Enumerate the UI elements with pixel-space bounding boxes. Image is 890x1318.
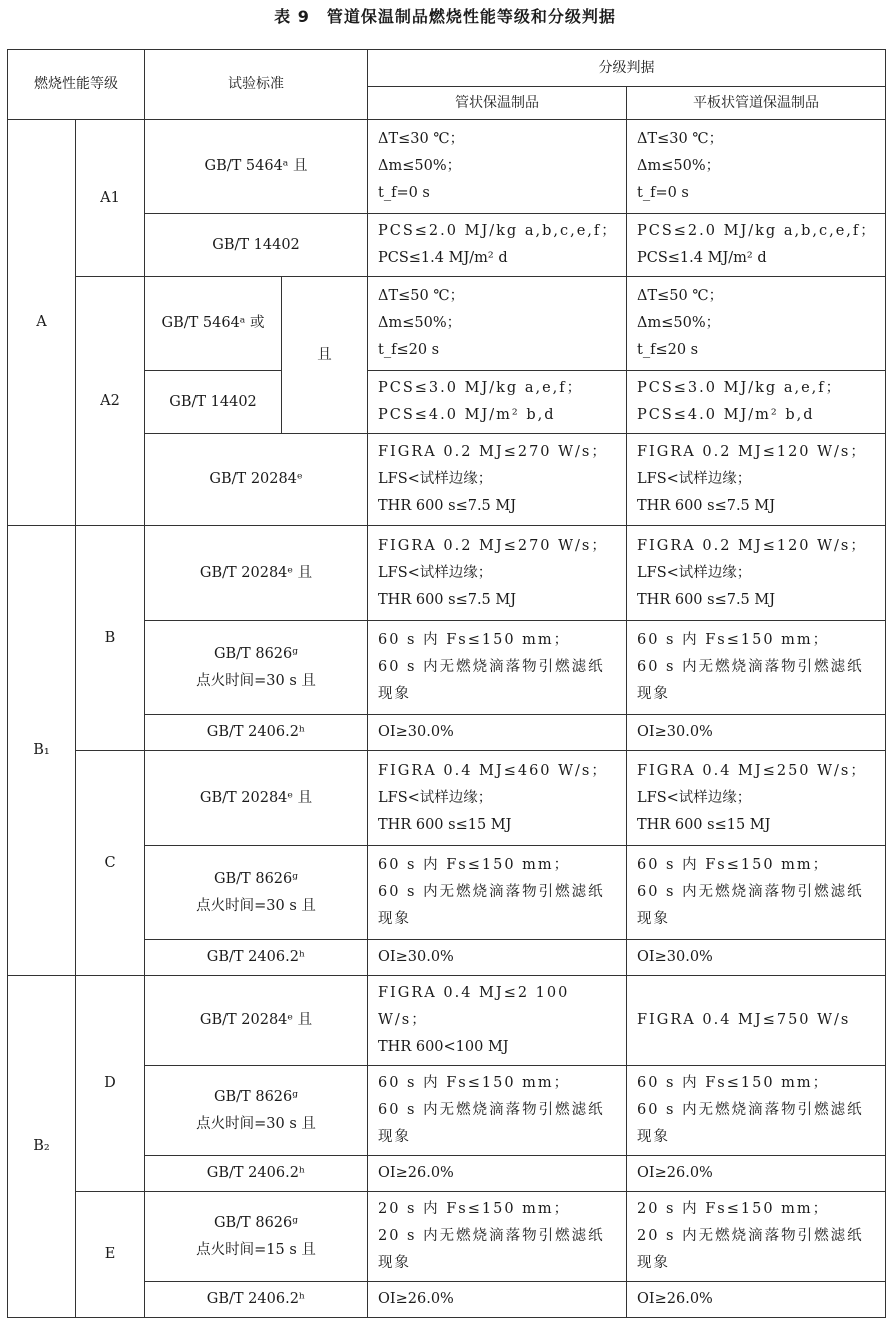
- criterion-line: 60 s 内 Fs≤150 mm；: [378, 857, 571, 873]
- criterion-line: OI≥30.0%: [378, 949, 454, 965]
- criterion-line: Δm≤50%；: [378, 315, 462, 331]
- criterion-line: PCS≤4.0 MJ/m² b,d: [378, 407, 556, 423]
- standard-line: GB/T 2406.2ʰ: [206, 724, 306, 740]
- std-cell: [145, 120, 368, 214]
- flat-criteria: [627, 1192, 886, 1282]
- criterion-line: 60 s 内无燃烧滴落物引燃滤纸现象: [378, 659, 605, 702]
- standard-line: GB/T 2406.2ʰ: [206, 1165, 306, 1181]
- standard-line: GB/T 8626ᵍ: [213, 645, 299, 662]
- std-cell: [145, 976, 368, 1066]
- criterion-line: t_f=0 s: [378, 185, 430, 201]
- standard-line: GB/T 8626ᵍ: [213, 1088, 299, 1105]
- standard-line: GB/T 2406.2ʰ: [206, 1291, 306, 1307]
- criterion-line: THR 600 s≤15 MJ: [378, 816, 512, 833]
- flat-criteria: [627, 715, 886, 751]
- criterion-line: OI≥30.0%: [637, 724, 713, 740]
- criterion-line: PCS≤2.0 MJ/kg a,b,c,e,f；: [378, 223, 618, 239]
- std-cell: [145, 846, 368, 940]
- criterion-line: THR 600<100 MJ: [378, 1039, 509, 1055]
- pipe-criteria: [368, 526, 627, 621]
- header-criteria: 分级判据: [368, 50, 886, 87]
- pipe-criteria: [368, 214, 627, 277]
- flat-criteria: [627, 1282, 886, 1318]
- pipe-criteria: [368, 621, 627, 715]
- criterion-line: t_f≤20 s: [378, 342, 440, 358]
- criterion-line: Δm≤50%；: [637, 158, 721, 174]
- criterion-line: OI≥26.0%: [637, 1291, 713, 1307]
- pipe-criteria: [368, 940, 627, 976]
- pipe-criteria: [368, 846, 627, 940]
- criterion-line: ΔT≤50 ℃；: [637, 288, 724, 304]
- pipe-criteria: [368, 371, 627, 434]
- std-cell: [145, 1192, 368, 1282]
- grade-d: D: [76, 976, 145, 1192]
- std-cell: [145, 751, 368, 846]
- grade-a2: A2: [76, 277, 145, 526]
- pipe-criteria: [368, 1192, 627, 1282]
- criterion-line: 60 s 内无燃烧滴落物引燃滤纸现象: [637, 659, 864, 702]
- criterion-line: Δm≤50%；: [637, 315, 721, 331]
- header-flat: 平板状管道保温制品: [627, 87, 886, 120]
- standard-line: 点火时间=15 s 且: [196, 1241, 316, 1258]
- criterion-line: PCS≤4.0 MJ/m² b,d: [637, 407, 815, 423]
- criterion-line: 60 s 内 Fs≤150 mm；: [637, 1075, 830, 1091]
- std-cell: [145, 371, 282, 434]
- flat-criteria: [627, 526, 886, 621]
- pipe-criteria: [368, 1156, 627, 1192]
- criterion-line: 60 s 内 Fs≤150 mm；: [637, 632, 830, 648]
- criterion-line: 60 s 内 Fs≤150 mm；: [378, 1075, 571, 1091]
- criterion-line: FIGRA 0.4 MJ≤250 W/s；: [637, 762, 867, 779]
- and-label: 且: [282, 277, 368, 434]
- criterion-line: THR 600 s≤7.5 MJ: [378, 498, 517, 514]
- grade-c: C: [76, 751, 145, 976]
- criterion-line: THR 600 s≤7.5 MJ: [637, 498, 776, 514]
- criterion-line: OI≥30.0%: [378, 724, 454, 740]
- criterion-line: FIGRA 0.4 MJ≤460 W/s；: [378, 762, 608, 779]
- criterion-line: t_f=0 s: [637, 185, 689, 201]
- criterion-line: 60 s 内无燃烧滴落物引燃滤纸现象: [378, 1102, 605, 1145]
- standard-line: GB/T 20284ᵉ: [209, 471, 303, 487]
- std-cell: [145, 434, 368, 526]
- criterion-line: 20 s 内 Fs≤150 mm；: [378, 1201, 571, 1217]
- criterion-line: OI≥30.0%: [637, 949, 713, 965]
- std-cell: [145, 214, 368, 277]
- criterion-line: 60 s 内 Fs≤150 mm；: [378, 632, 571, 648]
- standard-line: 点火时间=30 s 且: [196, 1115, 316, 1132]
- standard-line: GB/T 14402: [212, 236, 300, 253]
- flat-criteria: [627, 846, 886, 940]
- standard-line: GB/T 14402: [169, 393, 257, 410]
- flat-criteria: [627, 1066, 886, 1156]
- criterion-line: 20 s 内 Fs≤150 mm；: [637, 1201, 830, 1217]
- criterion-line: PCS≤1.4 MJ/m² d: [378, 250, 508, 266]
- criterion-line: 60 s 内无燃烧滴落物引燃滤纸现象: [637, 884, 864, 927]
- standard-line: GB/T 20284ᵉ 且: [199, 1012, 313, 1028]
- std-cell: [145, 1156, 368, 1192]
- header-standard: 试验标准: [145, 50, 368, 120]
- grade-a: A: [8, 120, 76, 526]
- pipe-criteria: [368, 751, 627, 846]
- grade-b2: B₂: [8, 976, 76, 1318]
- flat-criteria: [627, 434, 886, 526]
- fire-performance-table: [7, 49, 886, 1318]
- std-cell: [145, 715, 368, 751]
- standard-line: GB/T 8626ᵍ: [213, 1214, 299, 1231]
- criterion-line: THR 600 s≤7.5 MJ: [378, 591, 517, 608]
- std-cell: [145, 526, 368, 621]
- criterion-line: PCS≤2.0 MJ/kg a,b,c,e,f；: [637, 223, 877, 239]
- std-cell: [145, 940, 368, 976]
- criterion-line: LFS<试样边缘；: [637, 789, 752, 806]
- criterion-line: OI≥26.0%: [378, 1165, 454, 1181]
- standard-line: GB/T 20284ᵉ 且: [199, 789, 313, 806]
- flat-criteria: [627, 1156, 886, 1192]
- criterion-line: t_f≤20 s: [637, 342, 699, 358]
- criterion-line: OI≥26.0%: [637, 1165, 713, 1181]
- criterion-line: LFS<试样边缘；: [378, 789, 493, 806]
- criterion-line: OI≥26.0%: [378, 1291, 454, 1307]
- std-cell: [145, 621, 368, 715]
- criterion-line: 20 s 内无燃烧滴落物引燃滤纸现象: [637, 1228, 864, 1271]
- criterion-line: LFS<试样边缘；: [637, 471, 752, 487]
- pipe-criteria: [368, 976, 627, 1066]
- criterion-line: LFS<试样边缘；: [637, 564, 752, 581]
- criterion-line: ΔT≤50 ℃；: [378, 288, 465, 304]
- std-cell: [145, 1066, 368, 1156]
- standard-line: GB/T 5464ᵃ 或: [161, 315, 265, 331]
- table-title: 表 9 管道保温制品燃烧性能等级和分级判据: [274, 7, 616, 26]
- criterion-line: FIGRA 0.4 MJ≤2 100 W/s；: [378, 985, 570, 1028]
- flat-criteria: [627, 214, 886, 277]
- criterion-line: THR 600 s≤15 MJ: [637, 816, 771, 833]
- criterion-line: 60 s 内无燃烧滴落物引燃滤纸现象: [637, 1102, 864, 1145]
- pipe-criteria: [368, 277, 627, 371]
- grade-b1: B₁: [8, 526, 76, 976]
- criterion-line: FIGRA 0.4 MJ≤750 W/s: [637, 1012, 851, 1028]
- std-cell: [145, 1282, 368, 1318]
- criterion-line: 60 s 内 Fs≤150 mm；: [637, 857, 830, 873]
- criterion-line: THR 600 s≤7.5 MJ: [637, 591, 776, 608]
- criterion-line: ΔT≤30 ℃；: [637, 131, 724, 147]
- criterion-line: Δm≤50%；: [378, 158, 462, 174]
- criterion-line: PCS≤3.0 MJ/kg a,e,f；: [637, 380, 843, 396]
- standard-line: GB/T 2406.2ʰ: [206, 949, 306, 965]
- pipe-criteria: [368, 1282, 627, 1318]
- standard-line: GB/T 8626ᵍ: [213, 870, 299, 887]
- pipe-criteria: [368, 120, 627, 214]
- criterion-line: ΔT≤30 ℃；: [378, 131, 465, 147]
- pipe-criteria: [368, 1066, 627, 1156]
- flat-criteria: [627, 621, 886, 715]
- criterion-line: PCS≤3.0 MJ/kg a,e,f；: [378, 380, 584, 396]
- pipe-criteria: [368, 434, 627, 526]
- flat-criteria: [627, 277, 886, 371]
- grade-e: E: [76, 1192, 145, 1318]
- flat-criteria: [627, 120, 886, 214]
- flat-criteria: [627, 976, 886, 1066]
- criterion-line: 20 s 内无燃烧滴落物引燃滤纸现象: [378, 1228, 605, 1271]
- criterion-line: LFS<试样边缘；: [378, 471, 493, 487]
- criterion-line: FIGRA 0.2 MJ≤120 W/s；: [637, 444, 867, 460]
- pipe-criteria: [368, 715, 627, 751]
- grade-b: B: [76, 526, 145, 751]
- standard-line: 点火时间=30 s 且: [196, 897, 316, 914]
- flat-criteria: [627, 751, 886, 846]
- criterion-line: LFS<试样边缘；: [378, 564, 493, 581]
- criterion-line: 60 s 内无燃烧滴落物引燃滤纸现象: [378, 884, 605, 927]
- criterion-line: FIGRA 0.2 MJ≤120 W/s；: [637, 537, 867, 554]
- grade-a1: A1: [76, 120, 145, 277]
- criterion-line: PCS≤1.4 MJ/m² d: [637, 250, 767, 266]
- criterion-line: FIGRA 0.2 MJ≤270 W/s；: [378, 444, 608, 460]
- header-pipe: 管状保温制品: [368, 87, 627, 120]
- flat-criteria: [627, 940, 886, 976]
- std-cell: [145, 277, 282, 371]
- standard-line: GB/T 20284ᵉ 且: [199, 564, 313, 581]
- flat-criteria: [627, 371, 886, 434]
- header-grade: 燃烧性能等级: [8, 50, 145, 120]
- criterion-line: FIGRA 0.2 MJ≤270 W/s；: [378, 537, 608, 554]
- standard-line: 点火时间=30 s 且: [196, 672, 316, 689]
- standard-line: GB/T 5464ᵃ 且: [204, 158, 308, 174]
